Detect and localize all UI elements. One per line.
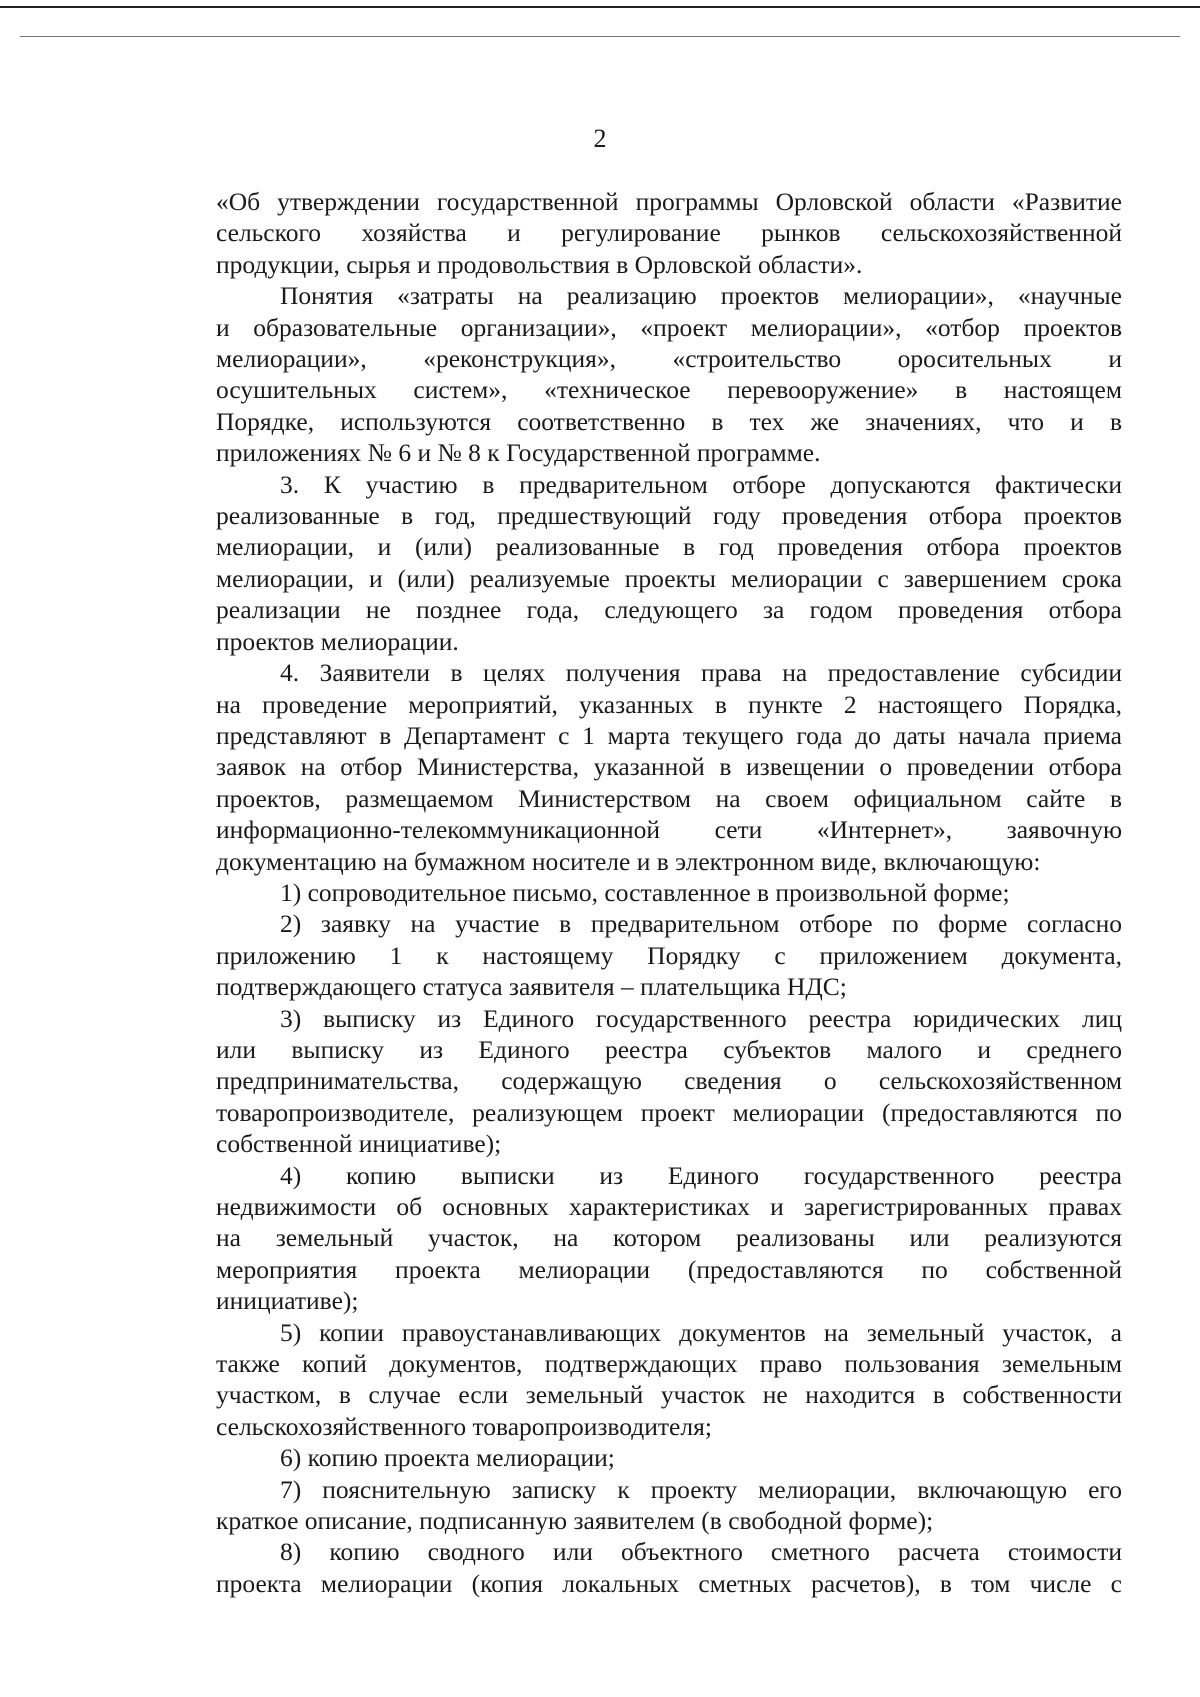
- text-line: 6) копию проекта мелиорации;: [280, 1443, 615, 1473]
- text-line: краткое описание, подписанную заявителем (в свободной форме);: [216, 1506, 934, 1536]
- text-line: приложению 1 к настоящему Порядку с приложением документа,: [216, 940, 1122, 970]
- text-line: реализованные в год, предшествующий году проведения отбора проектов: [216, 501, 1122, 531]
- text-line: 4. Заявители в целях получения права на предоставление субсидии: [280, 658, 1122, 688]
- text-line: предпринимательства, содержащую сведения о сельскохозяйственном: [216, 1066, 1122, 1096]
- text-line: 2) заявку на участие в предварительном отборе по форме согласно: [280, 909, 1122, 939]
- text-line: проектов мелиорации.: [216, 626, 459, 656]
- text-line: реализации не позднее года, следующего за годом проведения отбора: [216, 595, 1122, 625]
- text-line: мелиорации, и (или) реализованные в год проведения отбора проектов: [216, 532, 1122, 562]
- text-line: товаропроизводителе, реализующем проект мелиорации (предоставляются по: [216, 1097, 1122, 1127]
- text-line: мелиорации, и (или) реализуемые проекты мелиорации с завершением срока: [216, 563, 1122, 593]
- text-line: собственной инициативе);: [216, 1129, 502, 1159]
- text-line: Понятия «затраты на реализацию проектов мелиорации», «научные: [280, 281, 1122, 311]
- text-line: также копий документов, подтверждающих право пользования земельным: [216, 1349, 1122, 1379]
- text-line: Порядке, используются соответственно в тех же значениях, что и в: [216, 406, 1122, 436]
- text-line: подтверждающего статуса заявителя – плательщика НДС;: [216, 972, 847, 1002]
- text-line: сельского хозяйства и регулирование рынков сельскохозяйственной: [216, 218, 1122, 248]
- text-line: мероприятия проекта мелиорации (предоставляются по собственной: [216, 1254, 1122, 1284]
- text-line: 4) копию выписки из Единого государственного реестра: [280, 1160, 1122, 1190]
- text-line: 5) копии правоустанавливающих документов на земельный участок, а: [280, 1317, 1122, 1347]
- text-line: 7) пояснительную записку к проекту мелиорации, включающую его: [280, 1474, 1122, 1504]
- text-line: 8) копию сводного или объектного сметного расчета стоимости: [280, 1537, 1122, 1567]
- text-line: информационно-телекоммуникационной сети «Интернет», заявочную: [216, 815, 1122, 845]
- text-line: 3. К участию в предварительном отборе допускаются фактически: [280, 469, 1122, 499]
- text-line: осушительных систем», «техническое перевооружение» в настоящем: [216, 375, 1122, 405]
- scan-edge-top: [0, 6, 1200, 8]
- text-line: приложениях № 6 и № 8 к Государственной программе.: [216, 438, 821, 468]
- text-line: представляют в Департамент с 1 марта текущего года до даты начала приема: [216, 720, 1122, 750]
- text-line: на проведение мероприятий, указанных в пункте 2 настоящего Порядка,: [216, 689, 1122, 719]
- text-line: на земельный участок, на котором реализованы или реализуются: [216, 1223, 1122, 1253]
- text-line: 3) выписку из Единого государственного реестра юридических лиц: [280, 1003, 1122, 1033]
- text-line: документацию на бумажном носителе и в электронном виде, включающую:: [216, 846, 1041, 876]
- text-line: заявок на отбор Министерства, указанной в извещении о проведении отбора: [216, 752, 1122, 782]
- text-line: 1) сопроводительное письмо, составленное в произвольной форме;: [280, 877, 1010, 907]
- text-line: участком, в случае если земельный участок не находится в собственности: [216, 1380, 1122, 1410]
- page-number: 2: [593, 124, 607, 153]
- text-line: проекта мелиорации (копия локальных сметных расчетов), в том числе с: [216, 1568, 1122, 1598]
- text-line: сельскохозяйственного товаропроизводителя;: [216, 1411, 712, 1441]
- scan-edge-rule: [20, 36, 1180, 37]
- text-line: или выписку из Единого реестра субъектов малого и среднего: [216, 1034, 1122, 1064]
- text-line: недвижимости об основных характеристиках и зарегистрированных правах: [216, 1192, 1122, 1221]
- text-line: и образовательные организации», «проект мелиорации», «отбор проектов: [216, 312, 1122, 342]
- document-body: [216, 186, 1122, 1599]
- text-line: проектов, размещаемом Министерством на своем официальном сайте в: [216, 783, 1122, 813]
- text-line: продукции, сырья и продовольствия в Орловской области».: [216, 249, 863, 279]
- text-line: мелиорации», «реконструкция», «строительство оросительных и: [216, 344, 1122, 374]
- text-line: «Об утверждении государственной программы Орловской области «Развитие: [216, 187, 1122, 216]
- text-line: инициативе);: [216, 1286, 359, 1316]
